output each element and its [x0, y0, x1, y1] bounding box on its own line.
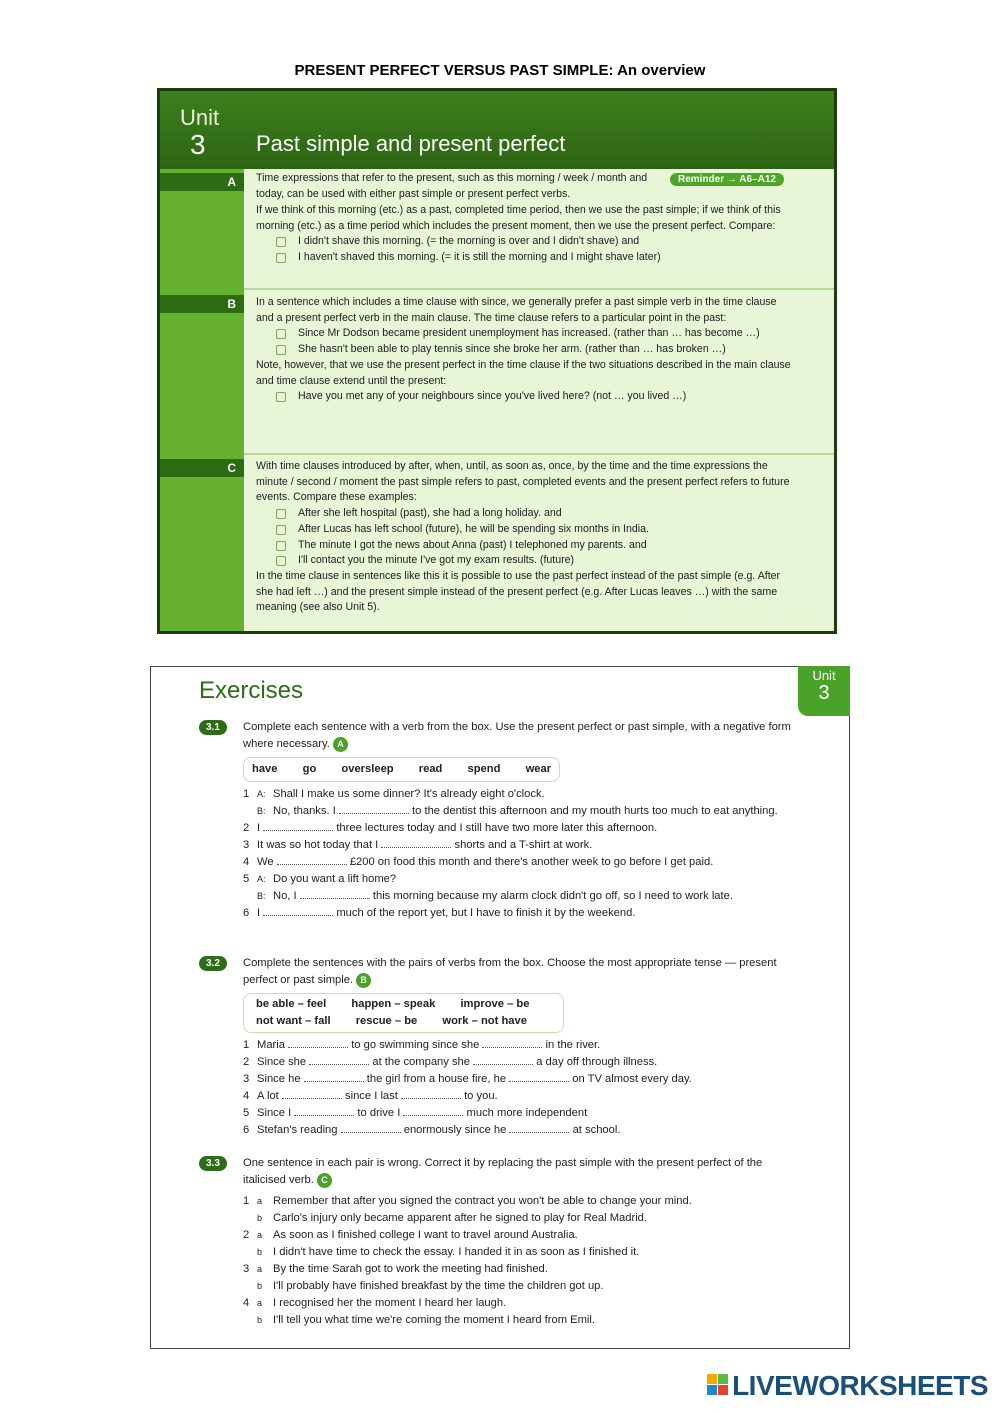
exercise-number: 3.2: [199, 956, 227, 971]
answer-blank[interactable]: [341, 1123, 401, 1133]
example-item: After she left hospital (past), she had a long holiday. and: [256, 506, 796, 522]
list-item: 5 Since I to drive I much more independent: [243, 1107, 588, 1119]
answer-blank[interactable]: [263, 906, 333, 916]
exercise-items: [243, 1037, 799, 1139]
list-item: 1 a Remember that after you signed the contract you won't be able to change your mind. b Carlo's injury only became apparent after he signed to play for Real Madrid.: [243, 1195, 692, 1224]
example-item: She hasn't been able to play tennis since she broke her arm. (rather than … has broken …): [256, 342, 796, 358]
list-item: 2 a As soon as I finished college I want to travel around Australia. b I didn't have time to check the essay. I handed it in as soon as I finished it.: [243, 1229, 640, 1258]
answer-blank[interactable]: [473, 1055, 533, 1065]
example-item: After Lucas has left school (future), he will be spending six months in India.: [256, 522, 796, 538]
answer-blank[interactable]: [401, 1089, 461, 1099]
unit-word: Unit: [180, 105, 220, 130]
unit-header: [160, 91, 834, 169]
answer-blank[interactable]: [309, 1055, 369, 1065]
verb-pair: improve – be: [460, 998, 530, 1010]
exercise-instruction: Complete the sentences with the pairs of verbs from the box. Choose the most appropriate tense — present perfect or past simple. B: [243, 957, 777, 986]
exercise-items: [243, 786, 799, 922]
example-item: Since Mr Dodson became president unemployment has increased. (rather than … has become …): [256, 326, 796, 342]
word-option: wear: [525, 763, 552, 775]
section-b-tab: B: [160, 295, 244, 313]
liveworksheets-icon: [707, 1374, 729, 1396]
word-option: go: [302, 763, 317, 775]
answer-blank[interactable]: [300, 889, 370, 899]
answer-blank[interactable]: [282, 1089, 342, 1099]
exercise-3-2: [199, 955, 799, 1139]
answer-blank[interactable]: [288, 1038, 348, 1048]
list-item: 5 A: Do you want a lift home? B: No, I this morning because my alarm clock didn't go off, so I need to work late.: [243, 873, 733, 902]
list-item: 1 Maria to go swimming since she in the river.: [243, 1039, 601, 1051]
answer-blank[interactable]: [509, 1123, 569, 1133]
verb-pair: work – not have: [442, 1015, 527, 1027]
answer-blank[interactable]: [277, 855, 347, 865]
divider: [244, 453, 834, 455]
answer-blank[interactable]: [403, 1106, 463, 1116]
example-item: I haven't shaved this morning. (= it is still the morning and I might shave later): [256, 250, 796, 266]
list-item: 1 A: Shall I make us some dinner? It's already eight o'clock. B: No, thanks. I to the dentist this afternoon and my mouth hurts too much to eat anything.: [243, 788, 778, 817]
exercises-unit-tab: [798, 666, 850, 716]
word-option: oversleep: [341, 763, 394, 775]
answer-blank[interactable]: [339, 804, 409, 814]
answer-blank[interactable]: [304, 1072, 364, 1082]
answer-blank[interactable]: [482, 1038, 542, 1048]
verb-pair: not want – fall: [256, 1015, 331, 1027]
list-item: 4 We £200 on food this month and there's another week to go before I get paid.: [243, 856, 714, 868]
example-item: The minute I got the news about Anna (past) I telephoned my parents. and: [256, 538, 796, 554]
section-a-intro: Time expressions that refer to the present, such as this morning / week / month and today, can be used with either past simple or present perfect verbs.: [256, 172, 648, 200]
exercise-number: 3.3: [199, 1156, 227, 1171]
section-c-note: In the time clause in sentences like this it is possible to use the past perfect instead of the past simple (e.g. After she had left …) and the present simple instead of the present perfect (e.g. After Lucas leaves …) with the same meaning (see also Unit 5).: [256, 569, 781, 614]
section-ref-badge: C: [317, 1173, 332, 1188]
section-c-intro: With time clauses introduced by after, when, until, as soon as, once, by the time and the time expressions the minute / second / moment the past simple refers to past, completed events and the present perfect refers to future events. Compare these examples:: [256, 460, 790, 504]
verb-pair: rescue – be: [355, 1015, 418, 1027]
exercise-instruction: One sentence in each pair is wrong. Correct it by replacing the past simple with the present perfect of the italicised verb. C: [243, 1157, 763, 1186]
exercise-items: [243, 1193, 799, 1329]
list-item: 3 Since he the girl from a house fire, he on TV almost every day.: [243, 1073, 692, 1085]
list-item: 2 Since she at the company she a day off through illness.: [243, 1056, 658, 1068]
exercise-number: 3.1: [199, 720, 227, 735]
verb-pair: be able – feel: [256, 998, 327, 1010]
exercise-instruction: Complete each sentence with a verb from the box. Use the present perfect or past simple, with a negative form where necessary. A: [243, 721, 791, 750]
answer-blank[interactable]: [381, 838, 451, 848]
unit-heading: Past simple and present perfect: [256, 131, 566, 156]
example-item: I didn't shave this morning. (= the morning is over and I didn't shave) and: [256, 234, 796, 250]
page-title: PRESENT PERFECT VERSUS PAST SIMPLE: An overview: [294, 62, 706, 79]
verb-pair: happen – speak: [351, 998, 436, 1010]
word-option: have: [252, 763, 278, 775]
word-option: spend: [467, 763, 501, 775]
section-a-body-2: [256, 203, 796, 266]
list-item: 6 I much of the report yet, but I have to finish it by the weekend.: [243, 907, 636, 919]
list-item: 4 A lot since I last to you.: [243, 1090, 498, 1102]
list-item: 3 a By the time Sarah got to work the meeting had finished. b I'll probably have finished breakfast by the time the children got up.: [243, 1263, 604, 1292]
section-a-body: [256, 171, 666, 202]
answer-blank[interactable]: [263, 821, 333, 831]
example-item: I'll contact you the minute I've got my exam results. (future): [256, 553, 796, 569]
unit-number: 3: [190, 129, 206, 160]
list-item: 3 It was so hot today that I shorts and a T-shirt at work.: [243, 839, 593, 851]
list-item: 4 a I recognised her the moment I heard her laugh. b I'll tell you what time we're coming the moment I heard from Emil.: [243, 1297, 595, 1326]
divider: [244, 288, 834, 290]
unit-word: Unit: [812, 668, 836, 683]
logo-text: LIVEWORKSHEETS: [732, 1370, 988, 1401]
section-b-intro: In a sentence which includes a time clause with since, we generally prefer a past simple verb in the time clause and a present perfect verb in the main clause. The time clause refers to a particular point in the past:: [256, 296, 777, 324]
list-item: 2 I three lectures today and I still have two more later this afternoon.: [243, 822, 658, 834]
liveworksheets-logo[interactable]: [707, 1370, 988, 1402]
word-box: [243, 757, 560, 782]
exercises-title: Exercises: [199, 677, 304, 704]
section-a-explanation: If we think of this morning (etc.) as a past, completed time period, then we use the past simple; if we think of this morning (etc.) as a time period which includes the present moment, then we use the present perfect. Compare:: [256, 204, 781, 232]
section-b-body: [256, 295, 796, 405]
verb-pairs-box: [243, 993, 564, 1033]
word-option: read: [418, 763, 443, 775]
exercises-panel: [150, 666, 850, 1349]
section-b-note: Note, however, that we use the present perfect in the time clause if the two situations described in the main clause and time clause extend until the present:: [256, 358, 791, 387]
example-item: Have you met any of your neighbours since you've lived here? (not … you lived …): [256, 389, 796, 405]
list-item: 6 Stefan's reading enormously since he at school.: [243, 1124, 621, 1136]
section-ref-badge: B: [356, 973, 371, 988]
answer-blank[interactable]: [509, 1072, 569, 1082]
reminder-badge: Reminder → A6–A12: [670, 173, 784, 186]
section-c-tab: C: [160, 459, 244, 477]
section-c-body: [256, 459, 796, 616]
exercise-3-1: [199, 719, 799, 922]
answer-blank[interactable]: [294, 1106, 354, 1116]
section-a-tab: A: [160, 173, 244, 191]
section-ref-badge: A: [333, 737, 348, 752]
unit-number: 3: [818, 682, 830, 704]
exercise-3-3: [199, 1155, 799, 1329]
unit-reference-panel: [157, 88, 837, 634]
side-strip: [160, 91, 244, 631]
